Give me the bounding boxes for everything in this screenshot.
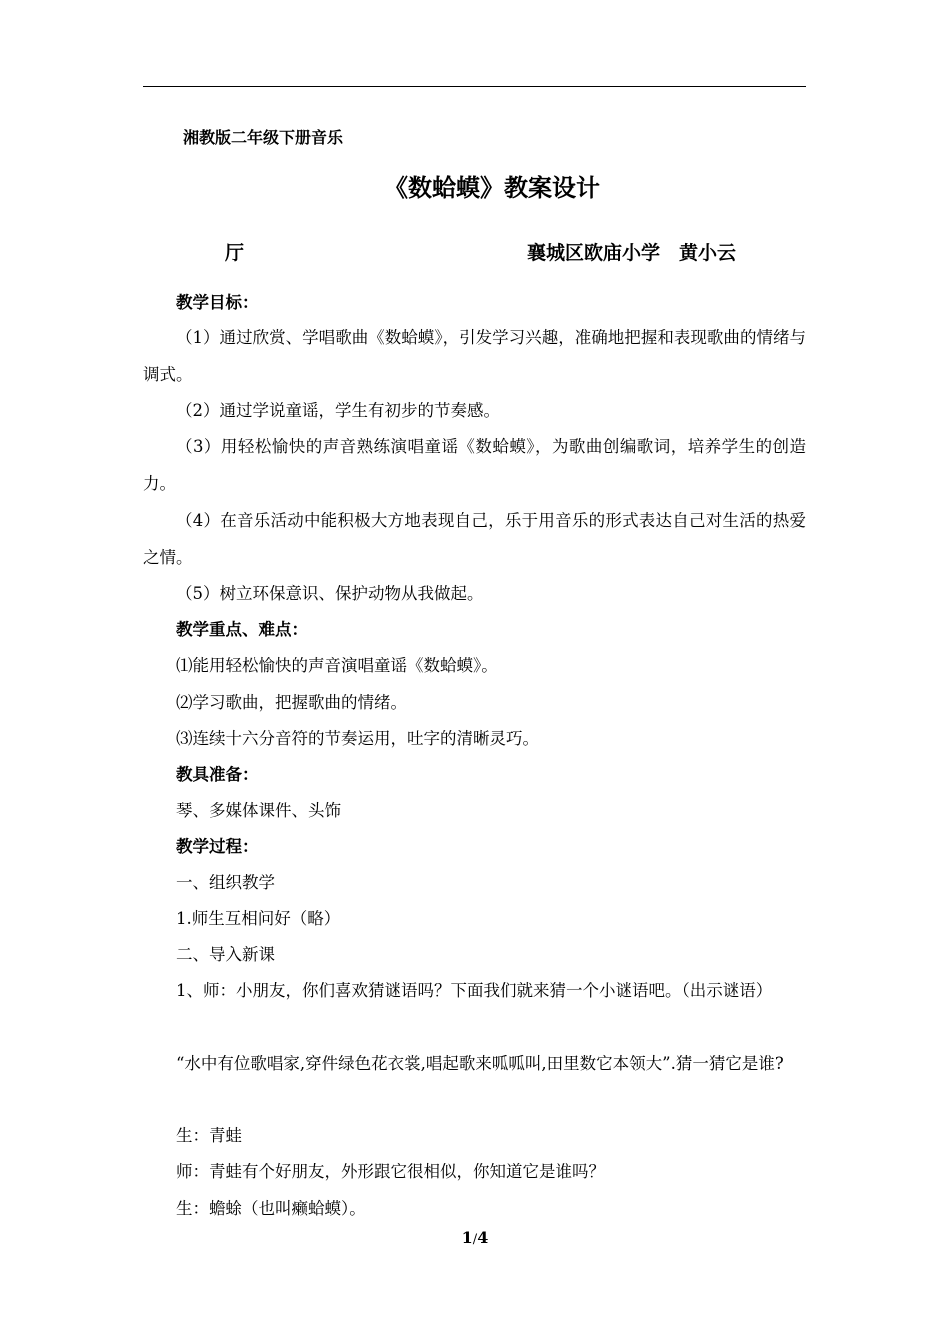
goal-5: （5）树立环保意识、保护动物从我做起。: [176, 584, 484, 603]
tools-list: 琴、多媒体课件、头饰: [176, 801, 341, 820]
process-heading: 教学过程：: [176, 837, 259, 856]
step-1-1: 1.师生互相问好（略）: [176, 909, 341, 928]
step-2-1: 1、师：小朋友，你们喜欢猜谜语吗？下面我们就来猜一个小谜语吧。（出示谜语）: [176, 981, 773, 1000]
goal-4: （4）在音乐活动中能积极大方地表现自己，乐于用音乐的形式表达自己对生活的热爱之情。: [143, 511, 806, 567]
key-point-1: ⑴能用轻松愉快的声音演唱童谣《数蛤蟆》。: [176, 656, 498, 675]
subject-label: 湘教版二年级下册音乐: [183, 128, 344, 147]
page-separator: /: [472, 1232, 478, 1247]
page-current: 1: [461, 1228, 473, 1247]
goal-1: （1）通过欣赏、学唱歌曲《数蛤蟆》，引发学习兴趣，准确地把握和表现歌曲的情绪与调式。: [143, 328, 806, 384]
riddle-text: “水中有位歌唱家,穿件绿色花衣裳,唱起歌来呱呱叫,田里数它本领大”.猜一猜它是谁?: [176, 1054, 784, 1073]
teacher-question-1: 师：青蛙有个好朋友，外形跟它很相似，你知道它是谁吗？: [176, 1162, 605, 1181]
step-2: 二、导入新课: [176, 945, 275, 964]
page-number: [0, 1228, 950, 1247]
step-1: 一、组织教学: [176, 873, 275, 892]
key-points-heading: 教学重点、难点：: [176, 620, 308, 639]
student-answer-1: 生：青蛙: [176, 1126, 242, 1145]
author-left-text: 厅: [225, 242, 245, 264]
goal-2: （2）通过学说童谣，学生有初步的节奏感。: [176, 401, 500, 420]
goal-3: （3）用轻松愉快的声音熟练演唱童谣《数蛤蟆》，为歌曲创编歌词，培养学生的创造力。: [143, 437, 806, 493]
header-rule: [143, 86, 806, 87]
key-point-2: ⑵学习歌曲，把握歌曲的情绪。: [176, 693, 407, 712]
author-school-name: 襄城区欧庙小学 黄小云: [527, 242, 737, 264]
goals-heading: 教学目标：: [176, 293, 259, 312]
student-answer-2: 生：蟾蜍（也叫癞蛤蟆）。: [176, 1199, 366, 1218]
page-total: 4: [477, 1228, 489, 1247]
page-title: 《数蛤蟆》教案设计: [384, 174, 600, 202]
key-point-3: ⑶连续十六分音符的节奏运用，吐字的清晰灵巧。: [176, 729, 539, 748]
tools-heading: 教具准备：: [176, 765, 259, 784]
